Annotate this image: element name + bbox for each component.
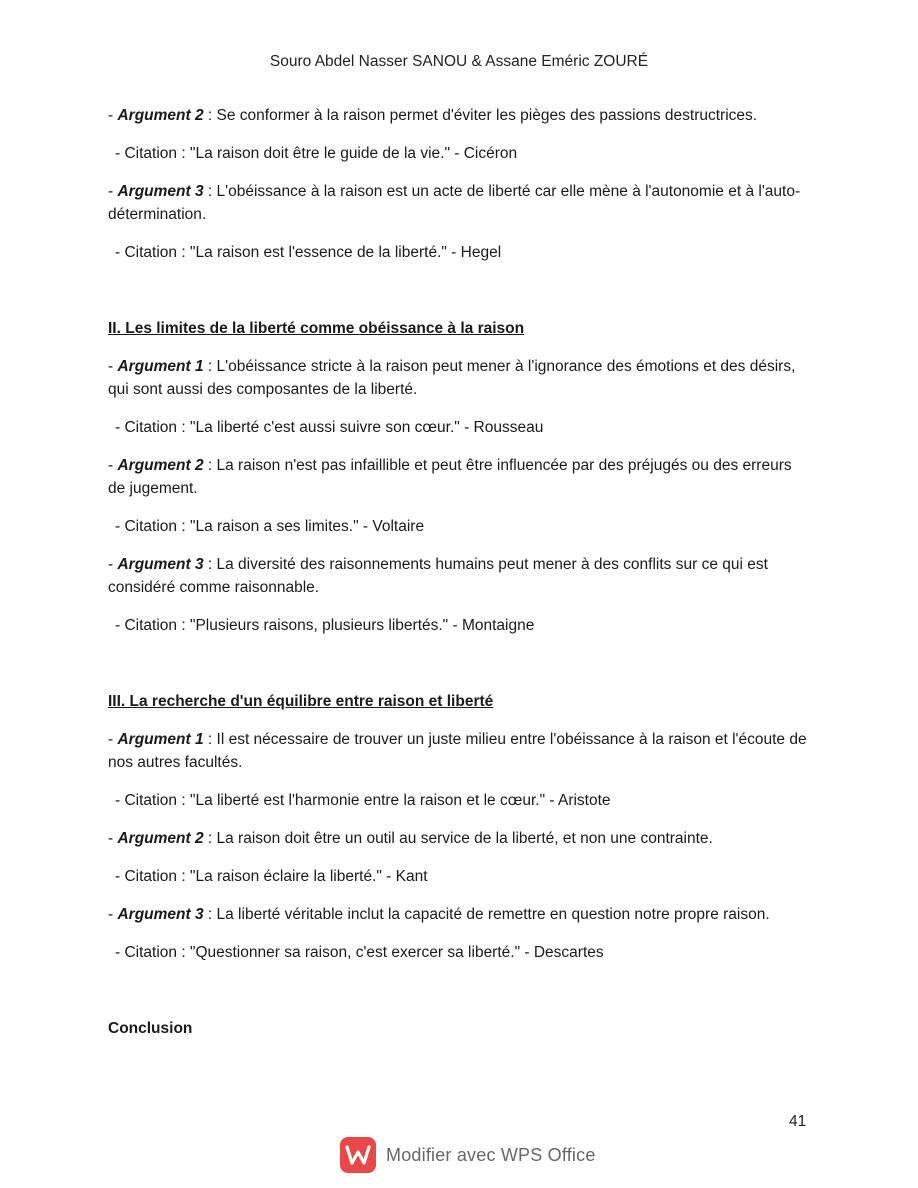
citation: - Citation : "La raison a ses limites." - Voltaire [115, 518, 425, 535]
wps-edit-link[interactable]: Modifier avec WPS Office [386, 1144, 596, 1165]
argument-text: : La raison doit être un outil au service de la liberté, et non une contrainte. [203, 830, 713, 847]
argument-text: : La liberté véritable inclut la capacité de remettre en question notre propre raison. [203, 906, 770, 923]
argument-paragraph: - Argument 1 : L'obéissance stricte à la raison peut mener à l'ignorance des émotions et des désirs, qui sont aussi des composantes de la liberté. [108, 358, 796, 398]
argument-text: : L'obéissance à la raison est un acte de liberté car elle mène à l'autonomie et à l'auto-détermination. [108, 183, 801, 223]
argument-label: Argument 2 [117, 107, 204, 124]
argument-paragraph: - Argument 3 : La diversité des raisonnements humains peut mener à des conflits sur ce qui est considéré comme raisonnable. [108, 556, 768, 596]
document-body [108, 104, 808, 1040]
argument-label: Argument 1 [117, 358, 204, 375]
argument-label: Argument 2 [117, 457, 204, 474]
wps-w-glyph-icon [345, 1144, 371, 1166]
argument-paragraph: - Argument 2 : La raison doit être un outil au service de la liberté, et non une contrainte. [108, 830, 713, 847]
page-header: Souro Abdel Nasser SANOU & Assane Eméric ZOURÉ [269, 53, 649, 70]
argument-paragraph: - Argument 2 : Se conformer à la raison permet d'éviter les pièges des passions destructrices. [108, 107, 758, 124]
citation: - Citation : "La raison éclaire la liberté." - Kant [115, 868, 428, 885]
citation: - Citation : "La liberté est l'harmonie entre la raison et le cœur." - Aristote [115, 792, 611, 809]
argument-paragraph: - Argument 3 : La liberté véritable inclut la capacité de remettre en question notre propre raison. [108, 906, 770, 923]
wps-office-banner[interactable] [340, 1137, 596, 1173]
argument-paragraph: - Argument 2 : La raison n'est pas infaillible et peut être influencée par des préjugés ou des erreurs de jugement. [108, 457, 792, 497]
argument-label: Argument 3 [117, 906, 204, 923]
argument-label: Argument 1 [117, 731, 204, 748]
argument-text: : Il est nécessaire de trouver un juste milieu entre l'obéissance à la raison et l'écoute de nos autres facultés. [108, 731, 807, 771]
argument-paragraph: - Argument 3 : L'obéissance à la raison est un acte de liberté car elle mène à l'autonomie et à l'auto-détermination. [108, 183, 801, 223]
wps-logo-icon [340, 1137, 376, 1173]
conclusion-heading: Conclusion [108, 1020, 193, 1037]
argument-text: : La raison n'est pas infaillible et peut être influencée par des préjugés ou des erreurs de jugement. [108, 457, 792, 497]
argument-text: : Se conformer à la raison permet d'éviter les pièges des passions destructrices. [203, 107, 758, 124]
argument-text: : La diversité des raisonnements humains peut mener à des conflits sur ce qui est considéré comme raisonnable. [108, 556, 768, 596]
page-number: 41 [789, 1113, 807, 1130]
citation: - Citation : "La raison est l'essence de la liberté." - Hegel [115, 244, 502, 261]
argument-label: Argument 3 [117, 556, 204, 573]
argument-label: Argument 3 [117, 183, 204, 200]
argument-paragraph: - Argument 1 : Il est nécessaire de trouver un juste milieu entre l'obéissance à la raison et l'écoute de nos autres facultés. [108, 731, 807, 771]
citation: - Citation : "Questionner sa raison, c'est exercer sa liberté." - Descartes [115, 944, 604, 961]
argument-label: Argument 2 [117, 830, 204, 847]
citation: - Citation : "La raison doit être le guide de la vie." - Cicéron [115, 145, 518, 162]
argument-text: : L'obéissance stricte à la raison peut mener à l'ignorance des émotions et des désirs, qui sont aussi des composantes de la liberté. [108, 358, 796, 398]
section-heading: II. Les limites de la liberté comme obéissance à la raison [108, 320, 525, 337]
citation: - Citation : "Plusieurs raisons, plusieurs libertés." - Montaigne [115, 617, 535, 634]
citation: - Citation : "La liberté c'est aussi suivre son cœur." - Rousseau [115, 419, 544, 436]
section-heading: III. La recherche d'un équilibre entre raison et liberté [108, 693, 494, 710]
